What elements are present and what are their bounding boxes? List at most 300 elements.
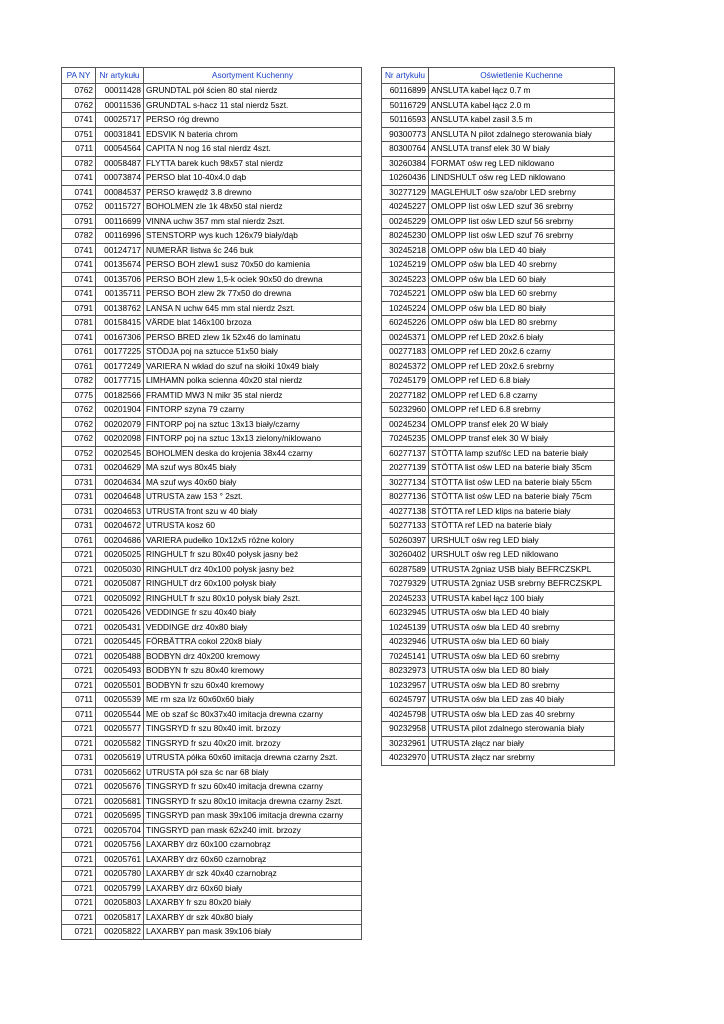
pany-cell: 0721 [62,852,96,867]
description-cell: ANSLUTA transf elek 30 W biały [429,142,615,157]
article-number-cell: 50232960 [382,403,429,418]
article-number-cell: 60245226 [382,316,429,331]
table-row [382,620,615,635]
article-number-cell: 10232957 [382,678,429,693]
description-cell: LAXARBY drz 60x60 biały [144,881,362,896]
article-number-cell: 90232958 [382,722,429,737]
description-cell: UTRUSTA ośw bla LED 60 srebrny [429,649,615,664]
description-cell: URSHULT ośw reg LED niklowano [429,548,615,563]
description-cell: ANSLUTA kabel zasil 3.5 m [429,113,615,128]
description-cell: PERSO blat 10-40x4.0 dąb [144,171,362,186]
pany-cell: 0711 [62,693,96,708]
article-number-cell: 00116996 [96,229,144,244]
pany-cell: 0762 [62,84,96,99]
article-number-cell: 00205030 [96,562,144,577]
pany-cell: 0731 [62,751,96,766]
article-number-cell: 00204672 [96,519,144,534]
description-cell: GRUNDTAL pół ścien 80 stal nierdz [144,84,362,99]
pany-cell: 0762 [62,417,96,432]
pany-cell: 0721 [62,925,96,940]
table-row [62,301,362,316]
description-cell: TINGSRYD pan mask 39x106 imitacja drewna czarny [144,809,362,824]
description-cell: OMLOPP ośw bla LED 80 srebrny [429,316,615,331]
description-cell: VEDDINGE fr szu 40x40 biały [144,606,362,621]
description-cell: RINGHULT fr szu 80x40 połysk jasny beż [144,548,362,563]
table-row [62,156,362,171]
article-number-cell: 00205431 [96,620,144,635]
article-number-cell: 10245224 [382,301,429,316]
article-number-cell: 70279329 [382,577,429,592]
header-article-number: Nr artykułu [96,68,144,84]
pany-cell: 0741 [62,171,96,186]
table-row [382,98,615,113]
pany-cell: 0721 [62,838,96,853]
article-number-cell: 00205577 [96,722,144,737]
article-number-cell: 30277129 [382,185,429,200]
article-number-cell: 00124717 [96,243,144,258]
table-row [382,417,615,432]
description-cell: LAXARBY drz 60x60 czarnobrąz [144,852,362,867]
article-number-cell: 00204648 [96,490,144,505]
pany-cell: 0762 [62,403,96,418]
article-number-cell: 60277137 [382,446,429,461]
pany-cell: 0711 [62,142,96,157]
description-cell: FINTORP poj na sztuc 13x13 zielony/niklowano [144,432,362,447]
table-row [62,258,362,273]
description-cell: OMLOPP transf elek 20 W biały [429,417,615,432]
table-row [382,214,615,229]
article-number-cell: 00245371 [382,330,429,345]
table-row [62,214,362,229]
description-cell: LAXARBY dr szk 40x80 biały [144,910,362,925]
article-number-cell: 40277138 [382,504,429,519]
table-row [62,736,362,751]
table-row [62,823,362,838]
pany-cell: 0741 [62,330,96,345]
table-row [382,432,615,447]
table-row [382,258,615,273]
table-row [382,664,615,679]
pany-cell: 0781 [62,316,96,331]
description-cell: LAXARBY fr szu 80x20 biały [144,896,362,911]
article-number-cell: 30245223 [382,272,429,287]
description-cell: OMLOPP ośw bla LED 80 biały [429,301,615,316]
description-cell: OMLOPP ośw bla LED 60 srebrny [429,287,615,302]
table-row [62,678,362,693]
table-row [382,548,615,563]
description-cell: VINNA uchw 357 mm stal nierdz 2szt. [144,214,362,229]
article-number-cell: 00116699 [96,214,144,229]
description-cell: UTRUSTA złącz nar srebrny [429,751,615,766]
pany-cell: 0782 [62,156,96,171]
pany-cell: 0761 [62,359,96,374]
description-cell: VÄRDE blat 146x100 brzoza [144,316,362,331]
table-row [62,272,362,287]
description-cell: TINGSRYD fr szu 40x20 imit. brzozy [144,736,362,751]
description-cell: GRUNDTAL s-hacz 11 stal nierdz 5szt. [144,98,362,113]
table-row [382,461,615,476]
article-number-cell: 40245798 [382,707,429,722]
description-cell: ME rm sza l/z 60x60x60 biały [144,693,362,708]
article-number-cell: 30277134 [382,475,429,490]
table-row [382,127,615,142]
table-row [62,722,362,737]
table-row [382,519,615,534]
table-row [62,562,362,577]
article-number-cell: 00031841 [96,127,144,142]
pany-cell: 0782 [62,374,96,389]
description-cell: FRAMTID MW3 N mikr 35 stal nierdz [144,388,362,403]
article-number-cell: 30260402 [382,548,429,563]
pany-cell: 0782 [62,229,96,244]
article-number-cell: 00205539 [96,693,144,708]
pany-cell: 0731 [62,475,96,490]
pany-cell: 0752 [62,446,96,461]
table-row [382,591,615,606]
article-number-cell: 00177249 [96,359,144,374]
article-number-cell: 00204686 [96,533,144,548]
table-row [62,606,362,621]
header-pany: PA NY [62,68,96,84]
description-cell: OMLOPP transf elek 30 W biały [429,432,615,447]
description-cell: BODBYN fr szu 80x40 kremowy [144,664,362,679]
description-cell: OMLOPP ref LED 20x2.6 srebrny [429,359,615,374]
description-cell: PERSO BOH zlew 1,5-k ociek 90x50 do drewna [144,272,362,287]
table-row [382,635,615,650]
pany-cell: 0721 [62,794,96,809]
description-cell: UTRUSTA ośw bla LED 40 srebrny [429,620,615,635]
description-cell: TINGSRYD pan mask 62x240 imit. brzozy [144,823,362,838]
article-number-cell: 00054564 [96,142,144,157]
article-number-cell: 60287589 [382,562,429,577]
pany-cell: 0721 [62,577,96,592]
article-number-cell: 00011536 [96,98,144,113]
article-number-cell: 00135706 [96,272,144,287]
table-row [382,693,615,708]
article-number-cell: 00205704 [96,823,144,838]
description-cell: ANSLUTA kabel łącz 0.7 m [429,84,615,99]
article-number-cell: 50277133 [382,519,429,534]
description-cell: TINGSRYD fr szu 80x40 imit. brzozy [144,722,362,737]
article-number-cell: 00158415 [96,316,144,331]
description-cell: NUMERÄR listwa śc 246 buk [144,243,362,258]
article-number-cell: 30245218 [382,243,429,258]
table-row [62,620,362,635]
description-cell: UTRUSTA ośw bla LED 80 srebrny [429,678,615,693]
header-kitchen-assortment: Asortyment Kuchenny [144,68,362,84]
table-row [382,171,615,186]
pany-cell: 0741 [62,185,96,200]
table-row [62,417,362,432]
description-cell: BODBYN fr szu 60x40 kremowy [144,678,362,693]
article-number-cell: 00205803 [96,896,144,911]
table-row [62,881,362,896]
description-cell: PERSO BOH zlew 2k 77x50 do drewna [144,287,362,302]
description-cell: BODBYN drz 40x200 kremowy [144,649,362,664]
pany-cell: 0752 [62,200,96,215]
table-row [382,272,615,287]
article-number-cell: 00115727 [96,200,144,215]
article-number-cell: 00182566 [96,388,144,403]
description-cell: BOHOLMEN deska do krojenia 38x44 czarny [144,446,362,461]
article-number-cell: 00205681 [96,794,144,809]
description-cell: FINTORP szyna 79 czarny [144,403,362,418]
description-cell: OMLOPP list ośw LED szuf 36 srebrny [429,200,615,215]
description-cell: ANSLUTA N pilot zdalnego sterowania biały [429,127,615,142]
description-cell: UTRUSTA 2gniaz USB srebrny BEFRCZSKPL [429,577,615,592]
article-number-cell: 00205756 [96,838,144,853]
pany-cell: 0721 [62,649,96,664]
article-number-cell: 70245141 [382,649,429,664]
article-number-cell: 00202079 [96,417,144,432]
article-number-cell: 00205445 [96,635,144,650]
article-number-cell: 00205822 [96,925,144,940]
description-cell: OMLOPP ośw bla LED 60 biały [429,272,615,287]
table-row [62,243,362,258]
article-number-cell: 00205092 [96,591,144,606]
description-cell: VEDDINGE drz 40x80 biały [144,620,362,635]
article-number-cell: 00204629 [96,461,144,476]
article-number-cell: 00205799 [96,881,144,896]
header-article-number: Nr artykułu [382,68,429,84]
description-cell: FLYTTA barek kuch 98x57 stal nierdz [144,156,362,171]
article-number-cell: 00084537 [96,185,144,200]
article-number-cell: 00204653 [96,504,144,519]
description-cell: OMLOPP list ośw LED szuf 56 srebrny [429,214,615,229]
table-row [382,185,615,200]
table-row [62,649,362,664]
article-number-cell: 00205544 [96,707,144,722]
pany-cell: 0791 [62,214,96,229]
description-cell: OMLOPP ref LED 20x2.6 czarny [429,345,615,360]
pany-cell: 0741 [62,272,96,287]
table-row [62,84,362,99]
table-row [62,229,362,244]
table-row [382,707,615,722]
article-number-cell: 00204634 [96,475,144,490]
table-row [62,780,362,795]
pany-cell: 0721 [62,809,96,824]
description-cell: LAXARBY pan mask 39x106 biały [144,925,362,940]
table-row [382,678,615,693]
header-kitchen-lighting: Oświetlenie Kuchenne [429,68,615,84]
pany-cell: 0741 [62,243,96,258]
description-cell: UTRUSTA złącz nar biały [429,736,615,751]
article-number-cell: 00058487 [96,156,144,171]
description-cell: STENSTORP wys kuch 126x79 biały/dąb [144,229,362,244]
article-number-cell: 00277183 [382,345,429,360]
table-row [62,765,362,780]
table-row [382,533,615,548]
description-cell: RINGHULT drz 40x100 połysk jasny beż [144,562,362,577]
article-number-cell: 00205501 [96,678,144,693]
table-row [62,113,362,128]
article-number-cell: 00135674 [96,258,144,273]
description-cell: OMLOPP ośw bla LED 40 biały [429,243,615,258]
article-number-cell: 10245139 [382,620,429,635]
kitchen-assortment-table [61,67,362,940]
description-cell: UTRUSTA ośw bla LED 80 biały [429,664,615,679]
article-number-cell: 00205695 [96,809,144,824]
pany-cell: 0731 [62,461,96,476]
table-row [62,504,362,519]
table-row [382,374,615,389]
pany-cell: 0721 [62,606,96,621]
article-number-cell: 00177715 [96,374,144,389]
table-row [62,359,362,374]
description-cell: PERSO BRED zlew 1k 52x46 do laminatu [144,330,362,345]
description-cell: UTRUSTA ośw bla LED 60 biały [429,635,615,650]
article-number-cell: 60232945 [382,606,429,621]
description-cell: OMLOPP ref LED 6.8 czarny [429,388,615,403]
table-row [382,722,615,737]
description-cell: OMLOPP ref LED 6.8 srebrny [429,403,615,418]
description-cell: RINGHULT fr szu 80x10 połysk biały 2szt. [144,591,362,606]
pany-cell: 0731 [62,765,96,780]
pany-cell: 0791 [62,301,96,316]
description-cell: UTRUSTA front szu w 40 biały [144,504,362,519]
article-number-cell: 30232961 [382,736,429,751]
article-number-cell: 00205619 [96,751,144,766]
article-number-cell: 40232970 [382,751,429,766]
pany-cell: 0731 [62,490,96,505]
description-cell: TINGSRYD fr szu 60x40 imitacja drewna czarny [144,780,362,795]
table-row [62,519,362,534]
pany-cell: 0775 [62,388,96,403]
article-number-cell: 00205488 [96,649,144,664]
table-row [382,388,615,403]
article-number-cell: 00205025 [96,548,144,563]
article-number-cell: 50116593 [382,113,429,128]
description-cell: UTRUSTA 2gniaz USB biały BEFRCZSKPL [429,562,615,577]
kitchen-lighting-table [381,67,615,766]
table-row [62,185,362,200]
pany-cell: 0741 [62,258,96,273]
article-number-cell: 80232973 [382,664,429,679]
table-row [382,577,615,592]
table-row [62,345,362,360]
pany-cell: 0721 [62,562,96,577]
table-row [62,838,362,853]
article-number-cell: 70245221 [382,287,429,302]
article-number-cell: 00202098 [96,432,144,447]
description-cell: VARIERA pudełko 10x12x5 różne kolory [144,533,362,548]
article-number-cell: 00011428 [96,84,144,99]
description-cell: STÖTTA lamp szuf/śc LED na baterie biały [429,446,615,461]
article-number-cell: 10260436 [382,171,429,186]
pany-cell: 0721 [62,722,96,737]
description-cell: UTRUSTA pół sza śc nar 68 biały [144,765,362,780]
article-number-cell: 00135711 [96,287,144,302]
table-row [382,200,615,215]
table-row [62,200,362,215]
pany-cell: 0741 [62,113,96,128]
article-number-cell: 00245229 [382,214,429,229]
description-cell: UTRUSTA ośw bla LED zas 40 biały [429,693,615,708]
pany-cell: 0711 [62,707,96,722]
pany-cell: 0761 [62,533,96,548]
pany-cell: 0731 [62,504,96,519]
description-cell: OMLOPP list ośw LED szuf 76 srebrny [429,229,615,244]
pany-cell: 0762 [62,432,96,447]
table-row [382,301,615,316]
article-number-cell: 00177225 [96,345,144,360]
pany-cell: 0721 [62,664,96,679]
article-number-cell: 00205582 [96,736,144,751]
pany-cell: 0731 [62,519,96,534]
table-row [62,664,362,679]
article-number-cell: 00205761 [96,852,144,867]
description-cell: UTRUSTA ośw bla LED 40 biały [429,606,615,621]
pany-cell: 0762 [62,98,96,113]
table-row [382,751,615,766]
pany-cell: 0721 [62,881,96,896]
pany-cell: 0721 [62,736,96,751]
description-cell: ME ob szaf śc 80x37x40 imitacja drewna czarny [144,707,362,722]
table-row [382,345,615,360]
article-number-cell: 20277182 [382,388,429,403]
description-cell: LIMHAMN polka scienna 40x20 stal nierdz [144,374,362,389]
table-row [62,142,362,157]
pany-cell: 0721 [62,635,96,650]
description-cell: STÖDJA poj na sztucce 51x50 biały [144,345,362,360]
table-row [62,127,362,142]
description-cell: UTRUSTA kabel łącz 100 biały [429,591,615,606]
table-row [62,577,362,592]
description-cell: UTRUSTA zaw 153 ° 2szt. [144,490,362,505]
pany-cell: 0761 [62,345,96,360]
description-cell: OMLOPP ref LED 20x2.6 biały [429,330,615,345]
table-row [62,533,362,548]
table-row [382,113,615,128]
table-row [382,243,615,258]
description-cell: PERSO BOH zlew1 susz 70x50 do kamienia [144,258,362,273]
table-row [382,84,615,99]
table-row [62,794,362,809]
description-cell: EDSVIK N bateria chrom [144,127,362,142]
pany-cell: 0721 [62,620,96,635]
table-row [62,316,362,331]
article-number-cell: 00205493 [96,664,144,679]
article-number-cell: 20245233 [382,591,429,606]
description-cell: RINGHULT drz 60x100 połysk biały [144,577,362,592]
article-number-cell: 70245235 [382,432,429,447]
article-number-cell: 10245219 [382,258,429,273]
description-cell: LINDSHULT ośw reg LED niklowano [429,171,615,186]
pany-cell: 0721 [62,867,96,882]
table-row [382,359,615,374]
article-number-cell: 80245230 [382,229,429,244]
table-row [62,548,362,563]
table-row [62,910,362,925]
description-cell: STÖTTA ref LED klips na baterie biały [429,504,615,519]
article-number-cell: 00205426 [96,606,144,621]
description-cell: LAXARBY drz 60x100 czarnobrąz [144,838,362,853]
article-number-cell: 00205780 [96,867,144,882]
table-row [382,156,615,171]
table-row [382,142,615,157]
description-cell: FINTORP poj na sztuc 13x13 biały/czarny [144,417,362,432]
article-number-cell: 40245227 [382,200,429,215]
article-number-cell: 80300764 [382,142,429,157]
description-cell: BOHOLMEN zle 1k 48x50 stal nierdz [144,200,362,215]
table-row [382,446,615,461]
description-cell: ANSLUTA kabel łącz 2.0 m [429,98,615,113]
pany-cell: 0721 [62,896,96,911]
table-row [62,388,362,403]
article-number-cell: 00205662 [96,765,144,780]
article-number-cell: 00025717 [96,113,144,128]
